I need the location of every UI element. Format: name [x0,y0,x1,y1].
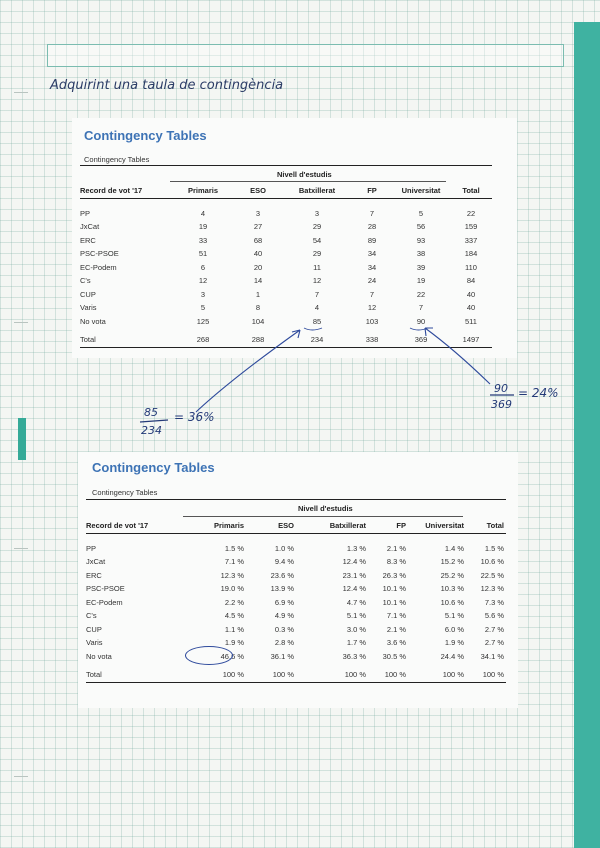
table1-col-header: Universitat [401,186,441,196]
table2-subtitle: Contingency Tables [92,488,158,497]
table-row [86,542,506,556]
table-row [80,220,492,234]
table-cell: 23.1 % [342,570,366,580]
table-cell: 12.4 % [342,557,366,567]
table-cell: 10.6 % [440,597,464,607]
table-cell: 337 [464,235,478,245]
table-cell: 4.5 % [224,611,244,621]
table-cell: 26.3 % [382,570,406,580]
row-label: PSC-PSOE [80,249,119,259]
table1-top-rule [80,165,492,166]
table-cell: 4 [200,208,206,218]
table-row [80,288,492,302]
table-cell: 40 [466,303,476,313]
row-label: PP [80,208,91,218]
table-cell: 39 [416,262,426,272]
header-box [47,44,564,67]
table-cell: 4.7 % [346,597,366,607]
row-label: ERC [86,570,102,580]
table2-grid [86,519,506,683]
fraction2-numerator: 90 [494,382,508,395]
row-label: C's [80,276,91,286]
table-cell: 34.1 % [480,651,504,661]
table-cell: 68 [253,235,263,245]
table1-subtitle: Contingency Tables [84,155,150,164]
table-cell: 3.0 % [346,624,366,634]
table-cell: 30.5 % [382,651,406,661]
margin-mark [14,92,28,93]
table-cell: 100 % [482,670,504,680]
table1-title: Contingency Tables [84,128,207,143]
table-cell: 100 % [272,670,294,680]
table-cell: 34 [367,249,377,259]
table-cell: 100 % [384,670,406,680]
table-cell: 22.5 % [480,570,504,580]
table-cell: 1.5 % [484,543,504,553]
table-cell: 1.5 % [224,543,244,553]
fraction1-numerator: 85 [144,406,158,419]
table-row [86,623,506,637]
margin-mark [14,548,28,549]
margin-mark [14,322,28,323]
table-cell: 3.6 % [386,638,406,648]
table-cell: 14 [253,276,263,286]
table-cell: 19.0 % [220,584,244,594]
table-cell: 103 [365,316,379,326]
table-cell: 7 [314,289,320,299]
table-cell: 1497 [462,335,480,345]
row-label: Varis [80,303,97,313]
table-cell: 110 [465,262,477,272]
table-cell: 10.1 % [382,597,406,607]
table-cell: 3 [314,208,320,218]
table2-group-rule [183,516,463,517]
table1-col-header: Primaris [187,186,219,196]
table-row [80,261,492,275]
table-cell: 13.9 % [270,584,294,594]
table-cell: 3 [255,208,261,218]
table-cell: 46.6 % [220,651,244,661]
table-row [86,555,506,569]
fraction2-denominator: 369 [491,398,512,411]
table2-col-header: Total [486,521,504,531]
table1-grid [80,184,492,348]
table-cell: 4 [314,303,320,313]
table-cell: 7 [369,208,375,218]
table-cell: 288 [251,335,265,345]
table-cell: 12.3 % [220,570,244,580]
table-cell: 22 [416,289,426,299]
table-cell: 22 [466,208,476,218]
fraction1-denominator: 234 [141,424,162,437]
table-cell: 1 [255,289,261,299]
table-cell: 12.3 % [480,584,504,594]
table-cell: 20 [253,262,263,272]
table1-group-rule [170,181,446,182]
table-cell: 56 [416,222,426,232]
row-label: CUP [80,289,96,299]
fraction1-result: = 36% [174,410,215,424]
table2-col-header: Primaris [213,521,244,531]
table-cell: 33 [198,235,208,245]
table-cell: 7.3 % [484,597,504,607]
fraction2-result: = 24% [518,386,559,400]
table-cell: 5.6 % [484,611,504,621]
table-cell: 7 [418,303,424,313]
table-cell: 6.9 % [274,597,294,607]
table-cell: 5 [200,303,206,313]
table-cell: 2.1 % [386,624,406,634]
table-cell: 85 [312,316,322,326]
row-label: EC-Podem [86,597,123,607]
row-label: CUP [86,624,102,634]
table-cell: 234 [310,335,324,345]
table-cell: 15.2 % [440,557,464,567]
table-cell: 1.1 % [224,624,244,634]
highlight-circle [185,646,233,665]
table-cell: 84 [466,276,476,286]
table-row [86,636,506,650]
table-cell: 1.4 % [444,543,464,553]
table-cell: 4.9 % [274,611,294,621]
table1-body [80,198,492,347]
table-cell: 1.9 % [224,638,244,648]
table-total-row [80,328,492,347]
table-cell: 93 [416,235,426,245]
table-row [86,569,506,583]
table-cell: 125 [196,316,210,326]
table-cell: 54 [312,235,322,245]
table-cell: 338 [365,335,379,345]
table-cell: 9.4 % [274,557,294,567]
row-label: PSC-PSOE [86,584,125,594]
printout-counts [72,118,517,358]
table-cell: 27 [253,222,263,232]
table-cell: 23.6 % [270,570,294,580]
table-cell: 2.2 % [224,597,244,607]
table2-col-header: FP [396,521,406,531]
table-cell: 29 [312,222,322,232]
table1-col-header: FP [367,186,377,196]
table-cell: 100 % [442,670,464,680]
table-row [80,315,492,329]
table-cell: 2.8 % [274,638,294,648]
table-cell: 2.7 % [484,624,504,634]
table-cell: 7.1 % [224,557,244,567]
table-cell: 38 [416,249,426,259]
table-cell: 12 [367,303,377,313]
table-cell: 12.4 % [342,584,366,594]
table-cell: 1.9 % [444,638,464,648]
table-cell: 19 [198,222,208,232]
table-cell: 7 [369,289,375,299]
table-cell: 104 [251,316,265,326]
table1-col-header: Batxillerat [298,186,336,196]
table-cell: 1.7 % [346,638,366,648]
handwritten-heading: Adquirint una taula de contingència [50,78,284,93]
side-color-bar [574,22,600,848]
table-cell: 159 [464,222,478,232]
table-row [86,650,506,664]
table2-title: Contingency Tables [92,460,215,475]
table-cell: 100 % [344,670,366,680]
table1-row-header: Record de vot '17 [80,186,143,196]
row-label: Total [80,335,96,345]
table-row [80,247,492,261]
table-cell: 0.3 % [274,624,294,634]
table-cell: 40 [253,249,263,259]
table2-col-header: Batxillerat [329,521,366,531]
row-label: No vota [86,651,112,661]
table-cell: 89 [367,235,377,245]
table-cell: 12 [198,276,208,286]
row-label: PP [86,543,97,553]
table-cell: 29 [312,249,322,259]
table1-col-header: ESO [250,186,266,196]
table2-group-header: Nivell d'estudis [298,504,353,513]
table1-col-header: Total [462,186,480,196]
table-cell: 6 [200,262,206,272]
table-cell: 24 [367,276,377,286]
row-label: JxCat [80,222,100,232]
table-cell: 8 [255,303,261,313]
table-cell: 28 [367,222,377,232]
margin-mark [14,776,28,777]
table-cell: 511 [465,316,477,326]
row-label: No vota [80,316,106,326]
table-cell: 2.7 % [484,638,504,648]
table-cell: 184 [464,249,478,259]
table-cell: 3 [200,289,206,299]
table-cell: 12 [312,276,322,286]
table-cell: 6.0 % [444,624,464,634]
table-row [86,609,506,623]
table-cell: 7.1 % [386,611,406,621]
table-cell: 90 [416,316,426,326]
table-cell: 8.3 % [386,557,406,567]
printout-percentages [78,452,518,708]
table-cell: 1.0 % [274,543,294,553]
table-cell: 1.3 % [346,543,366,553]
row-label: JxCat [86,557,106,567]
row-label: ERC [80,235,96,245]
table-cell: 369 [414,335,428,345]
table-cell: 268 [196,335,210,345]
table-cell: 36.3 % [342,651,366,661]
table-row [80,234,492,248]
table-row [80,301,492,315]
row-label: Varis [86,638,103,648]
table-cell: 5 [418,208,424,218]
table-cell: 10.3 % [440,584,464,594]
table2-col-header: ESO [278,521,294,531]
table-cell: 5.1 % [346,611,366,621]
table-cell: 100 % [222,670,244,680]
table1-group-header: Nivell d'estudis [277,170,332,179]
table2-top-rule [86,499,506,500]
table-cell: 25.2 % [440,570,464,580]
table-cell: 51 [198,249,208,259]
table-cell: 24.4 % [440,651,464,661]
table2-body [86,533,506,682]
table-cell: 19 [416,276,426,286]
row-label: Total [86,670,102,680]
table-total-row [86,663,506,682]
table-row [80,274,492,288]
row-label: EC-Podem [80,262,117,272]
table-cell: 11 [313,262,321,272]
table-cell: 36.1 % [270,651,294,661]
table-cell: 10.6 % [480,557,504,567]
table-row [80,207,492,221]
row-label: C's [86,611,97,621]
table-row [86,582,506,596]
table2-row-header: Record de vot '17 [86,521,149,531]
table-cell: 5.1 % [444,611,464,621]
table2-col-header: Universitat [425,521,464,531]
margin-tab [18,418,26,460]
table-cell: 34 [367,262,377,272]
table-cell: 10.1 % [382,584,406,594]
table-row [86,596,506,610]
table-cell: 40 [466,289,476,299]
table-cell: 2.1 % [386,543,406,553]
